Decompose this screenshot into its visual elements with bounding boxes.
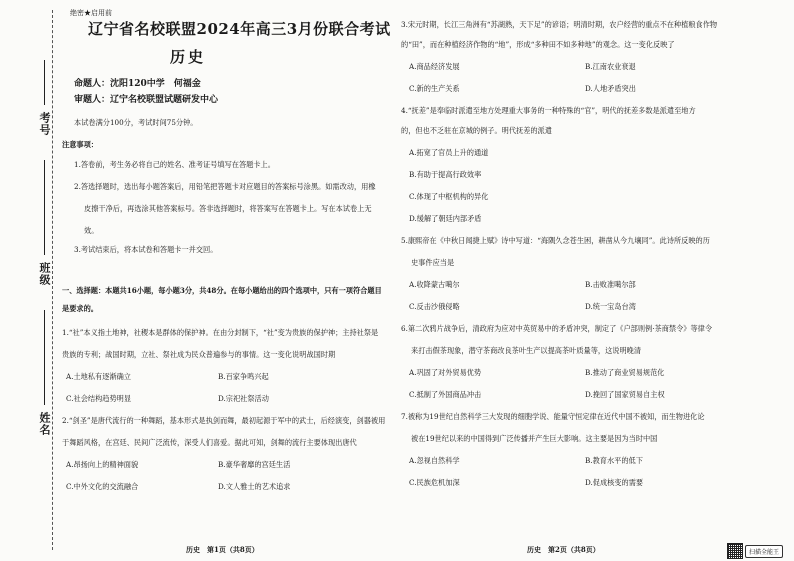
q2-option-a: A.昂扬向上的精神面貌: [66, 460, 139, 469]
q5-option-b: B.击败准噶尔部: [585, 280, 636, 289]
q6-option-d: D.挽回了国家贸易自主权: [585, 390, 665, 399]
question-2-line: 2.“剑圣”是唐代流行的一种舞蹈，基本形式是执剑而舞，最初起源于军中的武士，后经演变，剑器被用: [62, 416, 386, 425]
question-3-line: 3.宋元时期，长江三角洲有“苏湖熟，天下足”的谚语；明清时期，农户经营的重点不在种植粮食作物: [401, 20, 718, 29]
question-2-line: 于舞蹈风格，在宫廷、民间广泛流传，深受人们喜爱。据此可知，剑舞的流行主要体现出唐代: [62, 438, 357, 447]
q1-option-d: D.宗祀社祭活动: [218, 394, 269, 403]
q2-option-b: B.豪华奢靡的宫廷生活: [218, 460, 291, 469]
q1-option-b: B.百家争鸣兴起: [218, 372, 269, 381]
reviewer-line: 审题人：辽宁名校联盟试题研发中心: [74, 95, 219, 105]
question-1-line: 1.“社”本义指土地神，社稷本是群体的保护神。在由分封制下，“社”变为贵族的保护神；主持社祭是: [62, 328, 379, 337]
q3-option-d: D.人地矛盾突出: [585, 84, 636, 93]
subject-title: 历史: [170, 48, 207, 66]
question-3-line: 的“田”，而在种植经济作物的“地”，形成“多种田不如多种地”的观念。这一变化反映了: [401, 40, 675, 49]
section-heading: 一、选择题：本题共16小题，每小题3分，共48分。在每小题给出的四个选项中，只有一项符合题目: [62, 286, 382, 295]
note-line: 皮擦干净后，再选涂其他答案标号。答非选择题时，将答案写在答题卡上。写在本试卷上无: [84, 204, 372, 213]
page-2: [397, 0, 794, 561]
q7-option-c: C.民族危机加深: [409, 478, 460, 487]
page-footer: 历史 第1页（共8页）: [186, 545, 259, 554]
q7-option-a: A.忽视自然科学: [409, 456, 460, 465]
q5-option-d: D.统一宝岛台湾: [585, 302, 636, 311]
q7-option-d: D.促成核变的需要: [585, 478, 644, 487]
name-label: 姓名: [38, 412, 51, 436]
q6-option-c: C.抵制了外国商品冲击: [409, 390, 482, 399]
question-7-line: 被在19世纪以来的中国得到广泛传播并产生巨大影响。这主要是因为当时中国: [411, 434, 658, 443]
name-line: [44, 310, 45, 405]
candidate-info-sidebar: [0, 0, 60, 561]
q5-option-a: A.收降蒙古噶尔: [409, 280, 460, 289]
q6-option-a: A.巩固了对外贸易优势: [409, 368, 482, 377]
note-line: 效。: [84, 226, 99, 235]
cut-line: [52, 10, 53, 550]
q2-option-d: D.文人雅士的艺术追求: [218, 482, 291, 491]
notes-heading: 注意事项：: [62, 140, 98, 149]
question-6-line: 来打击假茶现象，潜守茶商改良茶叶生产以提高茶叶质量等，这说明晚清: [411, 346, 642, 355]
q1-option-c: C.社会结构趋势明显: [66, 394, 132, 403]
scanner-watermark: 扫描全能王: [745, 545, 783, 558]
class-label: 班级: [38, 262, 51, 286]
q6-option-b: B.推动了商业贸易规范化: [585, 368, 665, 377]
question-5-line: 5.康熙帝在《中秋日闻捷上赋》诗中写道：“海隅久念苍生困，耕凿从今九壤同”。此诗所反映的历: [401, 236, 710, 245]
question-4-line: 4.“抚差”是奉临时派遣至地方处理重大事务的一种特殊的“官”，明代的抚差多数是派遣至地方: [401, 106, 696, 115]
question-5-line: 史事件应当是: [411, 258, 455, 267]
q3-option-a: A.商品经济发展: [409, 62, 460, 71]
question-1-line: 贵族的专利；战国时期，立社、祭社成为民众普遍参与的事情。这一变化说明战国时期: [62, 350, 336, 359]
question-7-line: 7.被称为19世纪自然科学三大发现的细胞学说、能量守恒定律在近代中国不被知，而生物进化论: [401, 412, 705, 421]
confidential-mark: 绝密★启用前: [70, 9, 112, 17]
qr-code-icon: [727, 543, 743, 559]
exam-number-line: [44, 60, 45, 105]
author-line: 命题人：沈阳120中学 何福金: [74, 79, 201, 89]
q3-option-c: C.新的生产关系: [409, 84, 460, 93]
note-line: 2.答选择题时，选出每小题答案后，用铅笔把答题卡对应题目的答案标号涂黑。如需改动，用橡: [74, 182, 376, 191]
exam-title: 辽宁省名校联盟2024年高三3月份联合考试: [88, 20, 391, 38]
note-line: 3.考试结束后，将本试卷和答题卡一并交回。: [74, 245, 218, 254]
q4-option-a: A.拓宽了官员上升的通道: [409, 148, 489, 157]
q1-option-a: A.土地私有逐渐确立: [66, 372, 131, 381]
exam-info: 本试卷满分100分，考试时间75分钟。: [74, 118, 198, 127]
section-heading-cont: 是要求的。: [62, 304, 98, 313]
q4-option-d: D.缓解了朝廷内部矛盾: [409, 214, 482, 223]
question-4-line: 的，但也不乏驻在京城的例子。明代抚差的派遣: [401, 126, 552, 135]
q5-option-c: C.反击沙俄侵略: [409, 302, 460, 311]
q3-option-b: B.江南农业衰退: [585, 62, 636, 71]
q2-option-c: C.中外文化的交流融合: [66, 482, 139, 491]
q7-option-b: B.教育水平的低下: [585, 456, 643, 465]
note-line: 1.答卷前，考生务必将自己的姓名、准考证号填写在答题卡上。: [74, 160, 275, 169]
exam-number-label: 考号: [38, 112, 51, 136]
page-footer: 历史 第2页（共8页）: [527, 545, 600, 554]
q4-option-b: B.有助于提高行政效率: [409, 170, 482, 179]
question-6-line: 6.第二次鸦片战争后，清政府为应对中英贸易中的矛盾冲突，制定了《户部则例·茶商禁令》等律令: [401, 324, 713, 333]
q4-option-c: C.体现了中枢机构的异化: [409, 192, 489, 201]
class-line: [44, 160, 45, 255]
